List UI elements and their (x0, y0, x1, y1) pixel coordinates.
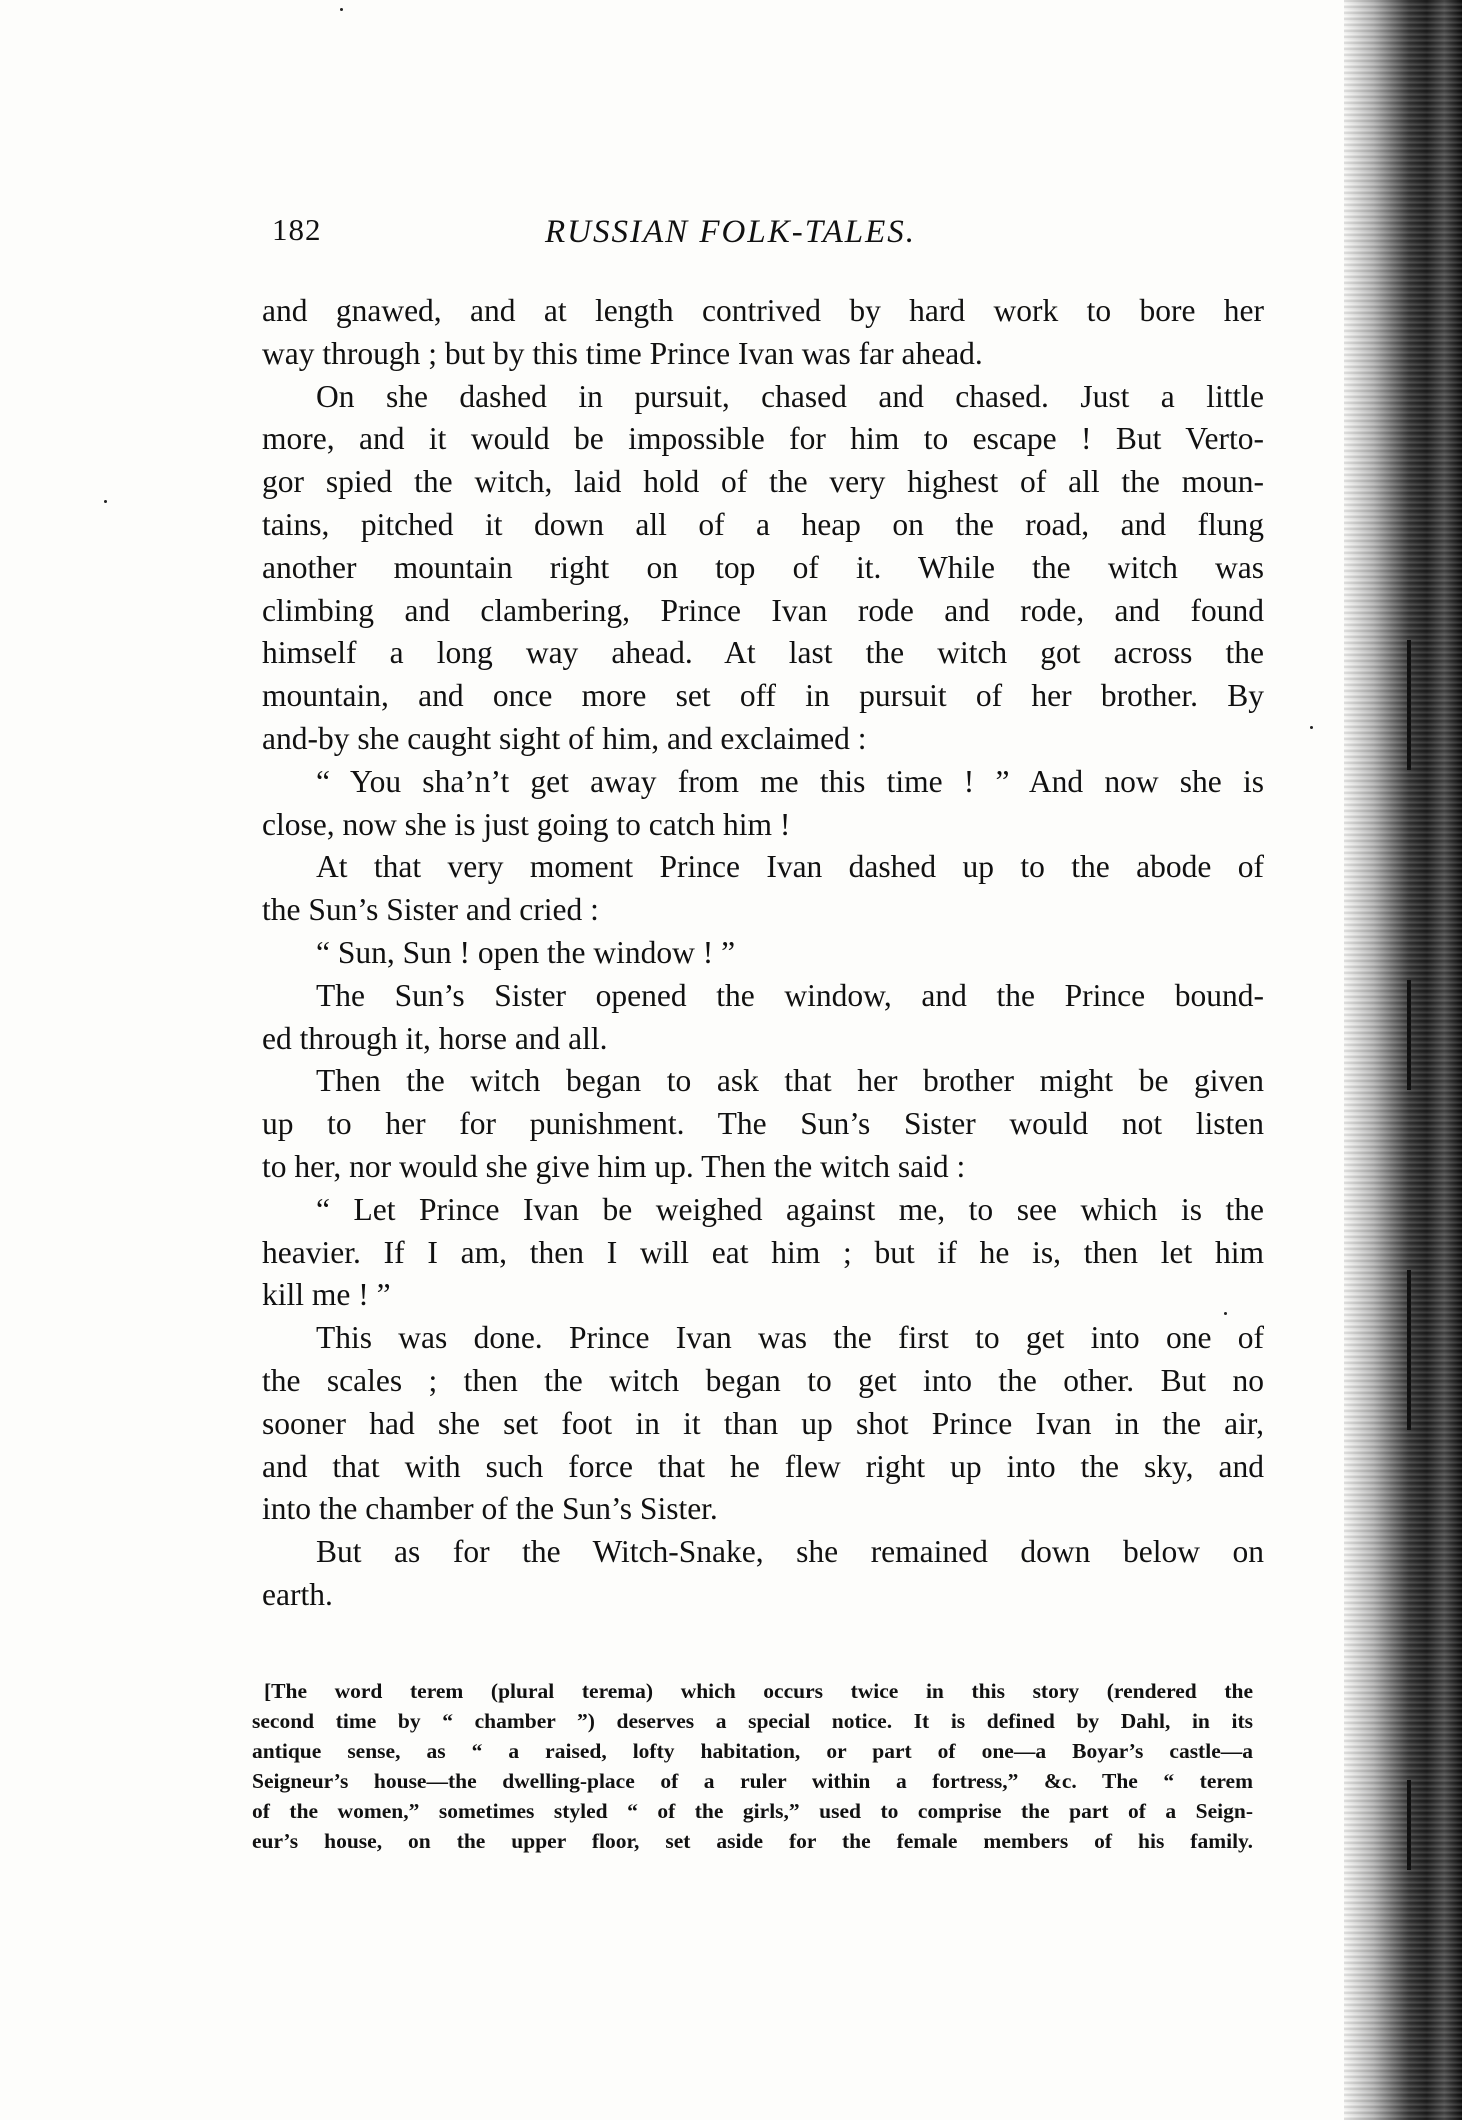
text-line: himself a long way ahead. At last the witch got across the (262, 635, 1264, 671)
ink-speck (340, 8, 343, 11)
footnote-line: eur’s house, on the upper floor, set aside for the female members of his family. (252, 1829, 1253, 1853)
text-line: ed through it, horse and all. (262, 1020, 608, 1056)
ink-speck (104, 500, 107, 503)
text-line: “ You sha’n’t get away from me this time ! ” And now she is (316, 763, 1264, 799)
binding-mark (1407, 980, 1411, 1090)
text-line: the Sun’s Sister and cried : (262, 892, 599, 928)
text-line: “ Let Prince Ivan be weighed against me, to see which is the (316, 1191, 1264, 1227)
text-line: kill me ! ” (262, 1277, 391, 1313)
text-line: up to her for punishment. The Sun’s Sister would not listen (262, 1106, 1264, 1142)
ink-speck (1310, 726, 1313, 729)
footnote-line: antique sense, as “ a raised, lofty habitation, or part of one—a Boyar’s castle—a (252, 1739, 1253, 1763)
text-line: another mountain right on top of it. While the witch was (262, 549, 1264, 585)
text-line: On she dashed in pursuit, chased and chased. Just a little (316, 378, 1264, 414)
text-line: tains, pitched it down all of a heap on the road, and flung (262, 506, 1264, 542)
text-line: and-by she caught sight of him, and exclaimed : (262, 720, 867, 756)
text-line: into the chamber of the Sun’s Sister. (262, 1491, 718, 1527)
page-number: 182 (272, 212, 322, 247)
footnote-line: of the women,” sometimes styled “ of the girls,” used to comprise the part of a Seign- (252, 1799, 1253, 1823)
text-line: to her, nor would she give him up. Then the witch said : (262, 1148, 966, 1184)
text-line: Then the witch began to ask that her brother might be given (316, 1063, 1264, 1099)
text-line: and gnawed, and at length contrived by hard work to bore her (262, 293, 1264, 328)
text-line: mountain, and once more set off in pursuit of her brother. By (262, 678, 1264, 714)
text-line: At that very moment Prince Ivan dashed up to the abode of (316, 849, 1264, 885)
binding-mark (1407, 640, 1411, 770)
text-line: But as for the Witch-Snake, she remained down below on (316, 1534, 1264, 1570)
footnote-line: Seigneur’s house—the dwelling-place of a ruler within a fortress,” &c. The “ terem (252, 1769, 1253, 1793)
text-line: The Sun’s Sister opened the window, and the Prince bound- (316, 977, 1264, 1013)
text-line: This was done. Prince Ivan was the first to get into one of (316, 1320, 1264, 1356)
binding-mark (1407, 1780, 1411, 1870)
text-line: more, and it would be impossible for him to escape ! But Verto- (262, 421, 1264, 457)
footnote (252, 1676, 1253, 1856)
text-line: way through ; but by this time Prince Ivan was far ahead. (262, 335, 983, 371)
text-line: the scales ; then the witch began to get into the other. But no (262, 1362, 1264, 1398)
text-line: earth. (262, 1576, 333, 1612)
book-binding-shadow (1344, 0, 1462, 2120)
text-line: and that with such force that he flew right up into the sky, and (262, 1448, 1264, 1484)
footnote-line: second time by “ chamber ”) deserves a special notice. It is defined by Dahl, in its (252, 1709, 1253, 1733)
text-line: heavier. If I am, then I will eat him ; but if he is, then let him (262, 1234, 1264, 1270)
text-line: climbing and clambering, Prince Ivan rode and rode, and found (262, 592, 1264, 628)
binding-mark (1407, 1270, 1411, 1430)
footnote-line: [The word terem (plural terema) which occurs twice in this story (rendered the (264, 1679, 1253, 1703)
body-text (262, 290, 1264, 1617)
text-line: sooner had she set foot in it than up shot Prince Ivan in the air, (262, 1405, 1264, 1441)
ink-speck (1224, 1312, 1227, 1315)
running-title: RUSSIAN FOLK-TALES. (545, 214, 917, 250)
text-line: close, now she is just going to catch him ! (262, 806, 791, 842)
text-line: gor spied the witch, laid hold of the very highest of all the moun- (262, 464, 1264, 500)
text-line: “ Sun, Sun ! open the window ! ” (316, 934, 736, 970)
